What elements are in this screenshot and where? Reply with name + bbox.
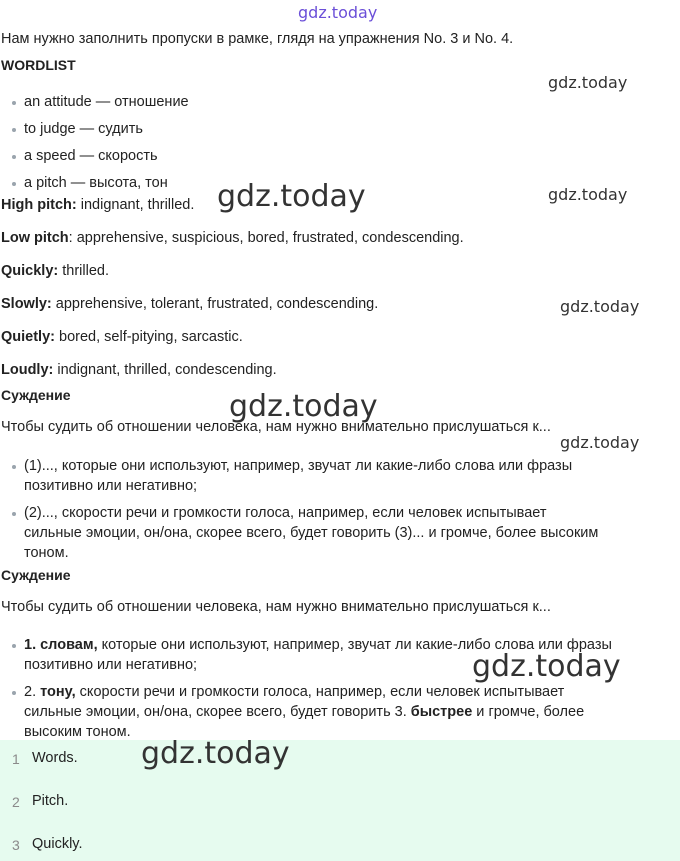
watermark: gdz.today	[560, 433, 640, 452]
judgement-heading: Суждение	[1, 387, 71, 403]
watermark: gdz.today	[141, 736, 290, 771]
filled-answer: 1. словам,	[24, 637, 98, 653]
filled-text: и громче, более	[472, 704, 585, 720]
answers-block	[0, 740, 680, 861]
filled-bullet-line: высоким тоном.	[24, 724, 131, 740]
bullet-dot	[12, 182, 16, 186]
filled-bullet-line: позитивно или негативно;	[24, 657, 198, 673]
pitch-group-label: Loudly:	[1, 362, 54, 378]
bullet-dot	[12, 691, 16, 695]
pitch-group-label: Quietly:	[1, 329, 55, 345]
filled-answer: быстрее	[410, 704, 473, 720]
pitch-group-quietly	[1, 329, 243, 345]
bullet-dot	[12, 128, 16, 132]
answer-number: 1	[12, 751, 20, 767]
bullet-dot	[12, 512, 16, 516]
intro-text: Нам нужно заполнить пропуски в рамке, глядя на упражнения No. 3 и No. 4.	[1, 31, 514, 47]
answer-text: Pitch.	[32, 793, 69, 809]
pitch-group-high	[1, 197, 194, 213]
bullet-dot	[12, 155, 16, 159]
pitch-group-text: apprehensive, tolerant, frustrated, condescending.	[51, 296, 379, 312]
watermark: gdz.today	[560, 297, 640, 316]
watermark: gdz.today	[229, 389, 378, 424]
wordlist-heading: WORDLIST	[1, 57, 76, 73]
answer-number: 3	[12, 837, 20, 853]
pitch-group-text: indignant, thrilled, condescending.	[53, 362, 277, 378]
pitch-group-quickly	[1, 263, 109, 279]
wordlist-item: a pitch — высота, тон	[24, 175, 168, 191]
pitch-group-loudly	[1, 362, 277, 378]
bullet-dot	[12, 644, 16, 648]
gap-bullet-line: (1)..., которые они используют, например, звучат ли какие-либо слова или фразы	[24, 458, 573, 474]
answer-text: Words.	[32, 750, 78, 766]
judgement-heading: Суждение	[1, 567, 71, 583]
wordlist-item: to judge — судить	[24, 121, 143, 137]
gap-bullet-line: позитивно или негативно;	[24, 478, 198, 494]
answer-number: 2	[12, 794, 20, 810]
bullet-dot	[12, 465, 16, 469]
pitch-group-low	[1, 230, 464, 246]
filled-text: сильные эмоции, он/она, скорее всего, будет говорить 3.	[24, 704, 411, 720]
gap-bullet-line: сильные эмоции, он/она, скорее всего, будет говорить (3)... и громче, более высоким	[24, 525, 599, 541]
gap-bullet-line: тоном.	[24, 545, 69, 561]
pitch-group-text: bored, self-pitying, sarcastic.	[54, 329, 243, 345]
judgement-intro: Чтобы судить об отношении человека, нам нужно внимательно прислушаться к...	[1, 419, 551, 435]
filled-text: скорости речи и громкости голоса, например, если человек испытывает	[75, 684, 565, 700]
filled-text: которые они используют, например, звучат ли какие-либо слова или фразы	[97, 637, 612, 653]
answer-text: Quickly.	[32, 836, 83, 852]
filled-answer: тону,	[40, 684, 76, 700]
watermark: gdz.today	[472, 649, 621, 684]
pitch-group-text: thrilled.	[58, 263, 109, 279]
judgement-intro: Чтобы судить об отношении человека, нам нужно внимательно прислушаться к...	[1, 599, 551, 615]
wordlist-item: an attitude — отношение	[24, 94, 189, 110]
watermark: gdz.today	[217, 179, 366, 214]
pitch-group-label: Low pitch	[1, 230, 69, 246]
filled-number: 2.	[24, 684, 41, 700]
pitch-group-label: High pitch:	[1, 197, 77, 213]
pitch-group-label: Quickly:	[1, 263, 59, 279]
filled-bullet-line	[24, 684, 564, 700]
pitch-group-text: : apprehensive, suspicious, bored, frustrated, condescending.	[68, 230, 464, 246]
watermark-top: gdz.today	[298, 3, 378, 22]
bullet-dot	[12, 101, 16, 105]
gap-bullet-line: (2)..., скорости речи и громкости голоса, например, если человек испытывает	[24, 505, 547, 521]
pitch-group-text: indignant, thrilled.	[76, 197, 195, 213]
filled-bullet-line	[24, 704, 584, 720]
pitch-group-label: Slowly:	[1, 296, 52, 312]
watermark: gdz.today	[548, 73, 628, 92]
pitch-group-slowly	[1, 296, 378, 312]
wordlist-item: a speed — скорость	[24, 148, 158, 164]
watermark: gdz.today	[548, 185, 628, 204]
